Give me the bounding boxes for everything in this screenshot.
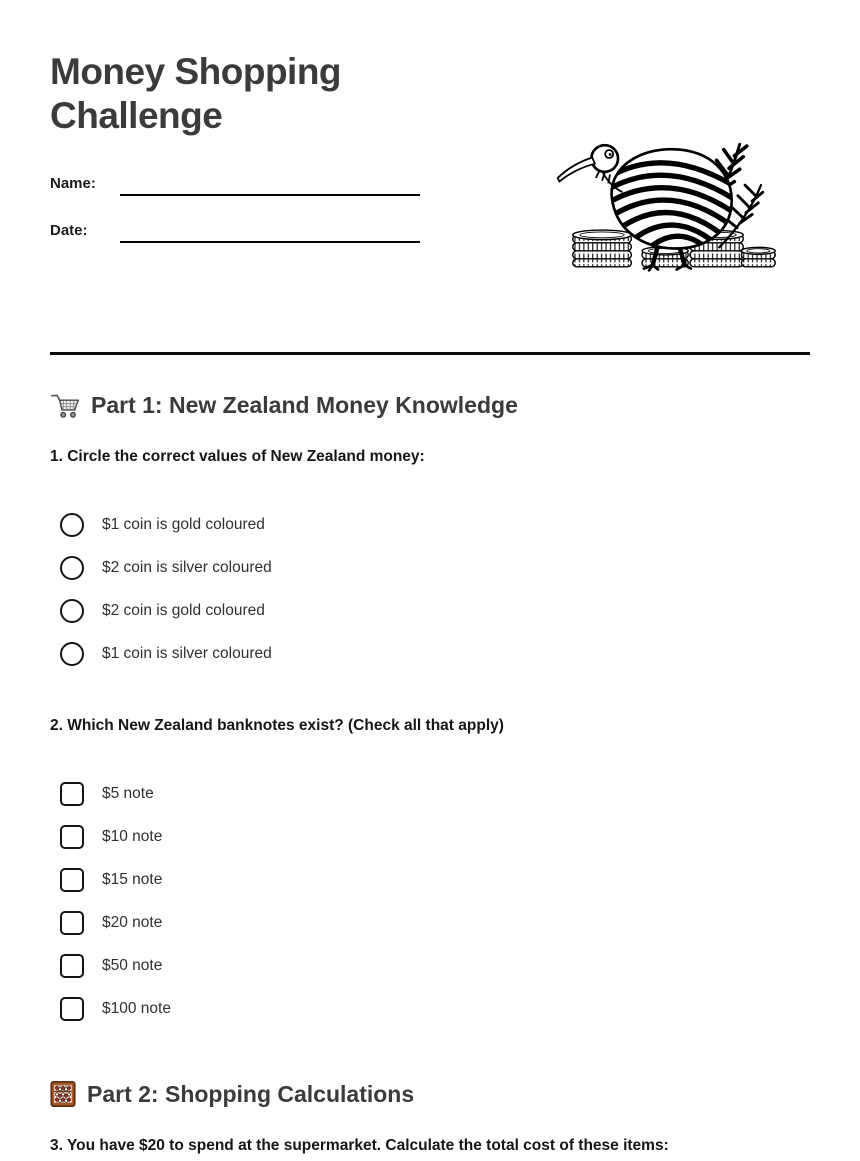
checkbox-option-row <box>50 944 810 987</box>
question-1: 1. Circle the correct values of New Zealand money: <box>50 448 425 465</box>
date-input[interactable] <box>120 217 420 243</box>
radio-option-row <box>50 589 810 632</box>
date-label: Date: <box>50 221 88 239</box>
q2-checkbox-group <box>50 772 810 1030</box>
kiwi-coins-illustration <box>555 113 777 275</box>
checkbox-5-note[interactable] <box>60 782 84 806</box>
name-field-row <box>50 167 480 196</box>
checkbox-15-note[interactable] <box>60 868 84 892</box>
checkbox-option-row <box>50 901 810 944</box>
radio-option-row <box>50 503 810 546</box>
part2-heading <box>50 1080 810 1108</box>
checkbox-10-note[interactable] <box>60 825 84 849</box>
checkbox-option-label: $100 note <box>102 999 171 1017</box>
checkbox-option-row <box>50 772 810 815</box>
name-input[interactable] <box>120 170 420 196</box>
date-field-row <box>50 214 480 243</box>
q1-radio-group <box>50 503 810 675</box>
radio-2-gold[interactable] <box>60 599 84 623</box>
checkbox-option-label: $15 note <box>102 870 163 888</box>
shopping-cart-icon <box>50 392 80 419</box>
checkbox-50-note[interactable] <box>60 954 84 978</box>
checkbox-option-row <box>50 987 810 1030</box>
radio-2-silver[interactable] <box>60 556 84 580</box>
radio-option-label: $2 coin is gold coloured <box>102 601 265 619</box>
checkbox-option-row <box>50 858 810 901</box>
checkbox-option-row <box>50 815 810 858</box>
radio-option-label: $2 coin is silver coloured <box>102 558 272 576</box>
question-3: 3. You have $20 to spend at the supermarket. Calculate the total cost of these items: <box>50 1137 669 1154</box>
checkbox-option-label: $10 note <box>102 827 163 845</box>
radio-1-silver[interactable] <box>60 642 84 666</box>
radio-option-row <box>50 546 810 589</box>
checkbox-100-note[interactable] <box>60 997 84 1021</box>
part2-title: Part 2: Shopping Calculations <box>87 1081 415 1107</box>
section-divider <box>50 352 810 355</box>
checkbox-option-label: $20 note <box>102 913 163 931</box>
page-title: Money Shopping Challenge <box>50 51 342 137</box>
name-label: Name: <box>50 174 96 192</box>
checkbox-option-label: $50 note <box>102 956 163 974</box>
radio-option-label: $1 coin is silver coloured <box>102 644 272 662</box>
part1-heading <box>50 391 810 419</box>
abacus-icon <box>50 1081 76 1107</box>
radio-option-row <box>50 632 810 675</box>
checkbox-option-label: $5 note <box>102 784 154 802</box>
radio-option-label: $1 coin is gold coloured <box>102 515 265 533</box>
question-2: 2. Which New Zealand banknotes exist? (Check all that apply) <box>50 717 504 734</box>
radio-1-gold[interactable] <box>60 513 84 537</box>
checkbox-20-note[interactable] <box>60 911 84 935</box>
part1-title: Part 1: New Zealand Money Knowledge <box>91 392 518 418</box>
worksheet-header <box>50 0 810 275</box>
